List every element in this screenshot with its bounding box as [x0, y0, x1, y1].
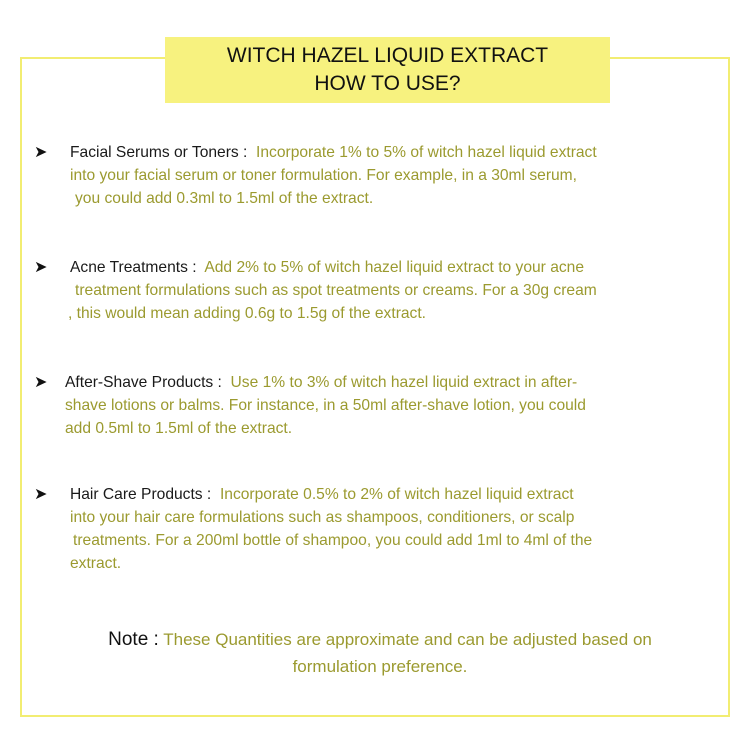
- usage-item-text: Use 1% to 3% of witch hazel liquid extract in after-: [230, 374, 578, 391]
- usage-item-text: , this would mean adding 0.6g to 1.5g of the extract.: [68, 305, 427, 322]
- usage-item-text: shave lotions or balms. For instance, in a 50ml after-shave lotion, you could: [65, 397, 586, 414]
- note-label: Note :: [108, 629, 159, 650]
- usage-item-text: into your hair care formulations such as shampoos, conditioners, or scalp: [70, 509, 575, 526]
- frame-top-border-right: [610, 57, 728, 59]
- usage-item-heading: Facial Serums or Toners :: [70, 144, 248, 161]
- title-line-1: WITCH HAZEL LIQUID EXTRACT: [226, 44, 549, 67]
- usage-item-text: Incorporate 1% to 5% of witch hazel liquid extract: [256, 144, 597, 161]
- usage-item-line: [34, 483, 724, 506]
- arrowhead-bullet-icon: ➤: [34, 259, 48, 276]
- usage-item-text: treatment formulations such as spot treatments or creams. For a 30g cream: [75, 282, 597, 299]
- title-line-2: HOW TO USE?: [314, 72, 461, 95]
- note-text: formulation preference.: [292, 657, 468, 676]
- usage-item-line: [34, 141, 724, 164]
- usage-item-text: extract.: [70, 555, 122, 572]
- usage-item-after-shave: [34, 371, 724, 440]
- usage-item-text: Incorporate 0.5% to 2% of witch hazel liquid extract: [219, 486, 574, 503]
- usage-item-text: Add 2% to 5% of witch hazel liquid extract to your acne: [204, 259, 585, 276]
- usage-item-text: add 0.5ml to 1.5ml of the extract.: [65, 420, 293, 437]
- note-text: These Quantities are approximate and can be adjusted based on: [163, 630, 652, 649]
- usage-item-heading: After-Shave Products :: [65, 374, 222, 391]
- title-banner: [165, 37, 610, 103]
- usage-item-text: into your facial serum or toner formulation. For example, in a 30ml serum,: [70, 167, 578, 184]
- arrowhead-bullet-icon: ➤: [34, 486, 48, 503]
- frame-top-border-left: [20, 57, 165, 59]
- note-block: [40, 626, 720, 680]
- usage-item-heading: Hair Care Products :: [70, 486, 212, 503]
- arrowhead-bullet-icon: ➤: [34, 374, 48, 391]
- note-line-1: [40, 626, 720, 653]
- usage-item-acne-treatments: [34, 256, 724, 325]
- usage-item-text: you could add 0.3ml to 1.5ml of the extract.: [75, 190, 374, 207]
- usage-item-text: treatments. For a 200ml bottle of shampoo, you could add 1ml to 4ml of the: [73, 532, 593, 549]
- usage-item-line: [34, 256, 724, 279]
- usage-item-heading: Acne Treatments :: [70, 259, 197, 276]
- usage-item-facial-serums: [34, 141, 724, 210]
- arrowhead-bullet-icon: ➤: [34, 144, 48, 161]
- usage-item-hair-care: [34, 483, 724, 575]
- usage-item-line: [34, 371, 724, 394]
